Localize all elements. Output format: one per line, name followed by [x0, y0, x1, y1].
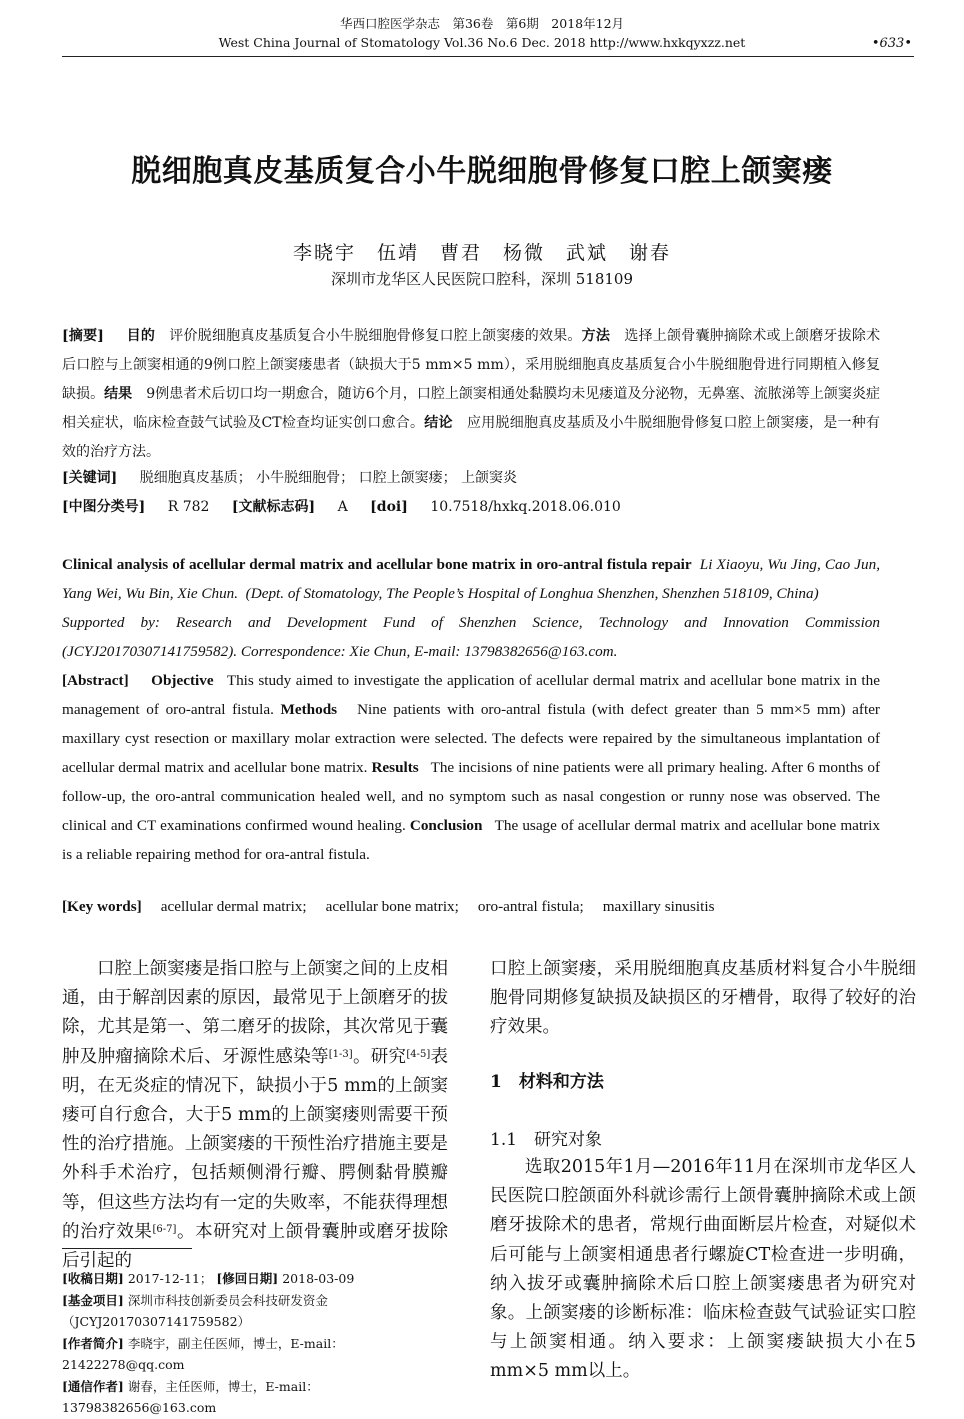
intro-continued: 口腔上颌窦瘘，采用脱细胞真皮基质材料复合小牛脱细胞骨同期修复缺损及缺损区的牙槽骨，取得了较好的治疗效果。 [490, 959, 916, 1038]
citation: [4-5] [406, 1048, 431, 1060]
fund-line [62, 1290, 452, 1333]
en-abstract-label: [Abstract] [62, 672, 129, 689]
conclusion-label: 结论 [424, 415, 453, 431]
author-bio-line [62, 1333, 452, 1376]
abstract-label: [摘要] [62, 328, 104, 344]
footnote-rule [62, 1248, 192, 1249]
keyword: 口腔上颌窦瘘； [358, 470, 457, 486]
chinese-keywords [62, 467, 517, 487]
intro-text: 表明，在无炎症的情况下，缺损小于5 mm的上颌窦瘘可自行愈合，大于5 mm的上颌窦瘘则需要干预性的治疗措施。上颌窦瘘的干预性治疗措施主要是外科手术治疗，包括颊侧滑行瓣、腭侧黏骨膜瓣等，但这些方法均有一定的失败率，不能获得理想的治疗效果 [62, 1046, 449, 1242]
header-rule [62, 56, 914, 57]
fund-text: 深圳市科技创新委员会科技研发资金（JCYJ20170307141759582） [62, 1292, 328, 1329]
en-conclusion-label: Conclusion [409, 817, 483, 834]
en-results-text: The incisions of nine patients were all primary healing. After 6 months of follow-up, the oro-antral communication healed well, and no symptom such as nasal congestion or runny nose was observed. The clinical and CT examinations confirmed wound healing. [62, 759, 881, 834]
article-title: 脱细胞真皮基质复合小牛脱细胞骨修复口腔上颌窦瘘 [131, 154, 833, 189]
classification-line [62, 496, 621, 516]
intro-text: 口腔上颌窦瘘是指口腔与上颌窦之间的上皮相通，由于解剖因素的原因，最常见于上颌磨牙的拔除，尤其是第一、第二磨牙的拔除，其次常见于囊肿及肿瘤摘除术后、牙源性感染等 [62, 959, 448, 1067]
objective-label: 目的 [126, 328, 156, 344]
en-methods-text: Nine patients with oro-antral fistula (with defect greater than 5 mm×5 mm) after maxillary cyst resection or maxillary molar extraction were selected. The defects were repaired by the simultaneous implantation of acellular dermal matrix and acellular bone matrix. [62, 701, 880, 776]
en-keyword: acellular bone matrix; [325, 898, 459, 915]
clc-code: R 782 [167, 499, 210, 515]
doi-value: 10.7518/hxkq.2018.06.010 [430, 499, 621, 515]
english-affiliation: (Dept. of Stomatology, The People’s Hospital of Longhua Shenzhen, Shenzhen 518109, China) [245, 585, 819, 602]
english-title-line [62, 550, 880, 608]
revised-label: [修回日期] [216, 1271, 279, 1286]
chinese-abstract [62, 322, 880, 467]
correspondence-text: 谢春，主任医师，博士，E-mail：13798382656@163.com [62, 1378, 319, 1415]
fund-label: [基金项目] [62, 1292, 124, 1308]
doc-code-label: [文献标志码] [231, 499, 316, 515]
methods-text: 选择上颌骨囊肿摘除术或上颌磨牙拔除术后口腔与上颌窦相通的9例口腔上颌窦瘘患者（缺损大于5 mm×5 mm），采用脱细胞真皮基质复合小牛脱细胞骨进行同期植入修复缺损。 [62, 328, 881, 402]
intro-paragraph [62, 955, 448, 1276]
author-bio-label: [作者简介] [62, 1335, 124, 1351]
affiliation: 深圳市龙华区人民医院口腔科，深圳 518109 [330, 270, 634, 288]
keyword: 小牛脱细胞骨； [256, 470, 355, 486]
en-objective-label: Objective [151, 672, 214, 689]
english-title: Clinical analysis of acellular dermal matrix and acellular bone matrix in oro-antral fistula repair [62, 556, 692, 573]
section-heading: 1 材料和方法 [490, 1072, 604, 1092]
correspondence-label: [通信作者] [62, 1378, 124, 1394]
journal-header-en: West China Journal of Stomatology Vol.36 No.6 Dec. 2018 http://www.hxkqyxzz.net [218, 35, 746, 50]
citation: [1-3] [328, 1048, 353, 1060]
correspondence-line [62, 1376, 452, 1419]
english-abstract [62, 550, 880, 869]
conclusion-text: 应用脱细胞真皮基质及小牛脱细胞骨修复口腔上颌窦瘘，是一种有效的治疗方法。 [62, 415, 880, 460]
doi-label: [doi] [370, 499, 408, 515]
intro-text: 。研究 [352, 1046, 407, 1067]
en-keyword: maxillary sinusitis [602, 898, 715, 915]
intro-text: 。本研究对上颌骨囊肿或磨牙拔除后引起的 [62, 1221, 449, 1272]
keywords-label: [关键词] [62, 470, 118, 486]
results-label: 结果 [104, 386, 133, 402]
results-text: 9例患者术后切口均一期愈合，随访6个月，口腔上颌窦相通处黏膜均未见瘘道及分泌物，无鼻塞、流脓涕等上颌窦炎症相关症状，临床检查鼓气试验及CT检查均证实创口愈合。 [62, 386, 881, 431]
en-conclusion-text: The usage of acellular dermal matrix and acellular bone matrix is a reliable repairing method for ora-antral fistula. [62, 817, 880, 863]
english-authors: Li Xiaoyu, Wu Jing, Cao Jun, Yang Wei, Wu Bin, Xie Chun. [62, 556, 880, 602]
en-keywords-label: [Key words] [62, 898, 142, 915]
subsection-heading: 1.1 研究对象 [490, 1130, 603, 1150]
en-keyword: oro-antral fistula; [477, 898, 584, 915]
en-keyword: acellular dermal matrix; [160, 898, 307, 915]
received-label: [收稿日期] [62, 1271, 124, 1286]
keyword: 上颌窦炎 [461, 470, 518, 486]
methods-label: 方法 [581, 328, 611, 344]
english-keywords [62, 898, 715, 916]
citation: [6-7] [152, 1223, 177, 1235]
clc-label: [中图分类号] [62, 499, 146, 515]
english-abstract-body [62, 666, 880, 869]
objective-text: 评价脱细胞真皮基质复合小牛脱细胞骨修复口腔上颌窦瘘的效果。 [169, 328, 582, 344]
body-column-right [490, 955, 916, 1043]
body-column-left [62, 955, 448, 1276]
keyword: 脱细胞真皮基质； [139, 470, 252, 486]
author-list: 李晓宇 伍靖 曹君 杨微 武斌 谢春 [292, 242, 671, 264]
received-date: 2017-12-11； [127, 1271, 213, 1286]
funding-statement: Supported by: Research and Development Fund of Shenzhen Science, Technology and Innovation Commission (JCYJ20170307141759582). Correspondence: Xie Chun, E-mail: 13798382656@163.com. [62, 614, 880, 660]
page-number: •633• [871, 36, 912, 51]
methods-paragraph-block [490, 1153, 916, 1387]
en-methods-label: Methods [280, 701, 338, 718]
journal-header-cn: 华西口腔医学杂志 第36卷 第6期 2018年12月 [339, 16, 625, 31]
author-bio-text: 李晓宇，副主任医师，博士，E-mail：21422278@qq.com [62, 1335, 344, 1372]
footnotes [62, 1268, 452, 1419]
revised-date: 2018-03-09 [282, 1271, 355, 1286]
doc-code: A [337, 499, 348, 515]
methods-paragraph: 选取2015年1月—2016年11月在深圳市龙华区人民医院口腔颌面外科就诊需行上颌骨囊肿摘除术或上颌磨牙拔除术的患者，常规行曲面断层片检查，对疑似术后可能与上颌窦相通患者行螺旋CT检查进一步明确，纳入拔牙或囊肿摘除术后口腔上颌窦瘘患者为研究对象。上颌窦瘘的诊断标准：临床检查鼓气试验证实口腔与上颌窦相通。纳入要求：上颌窦瘘缺损大小在5 mm×5 mm以上。 [490, 1157, 916, 1382]
received-line [62, 1268, 452, 1290]
en-results-label: Results [371, 759, 419, 776]
en-objective-text: This study aimed to investigate the application of acellular dermal matrix and acellular bone matrix in the management of oro-antral fistula. [62, 672, 880, 718]
